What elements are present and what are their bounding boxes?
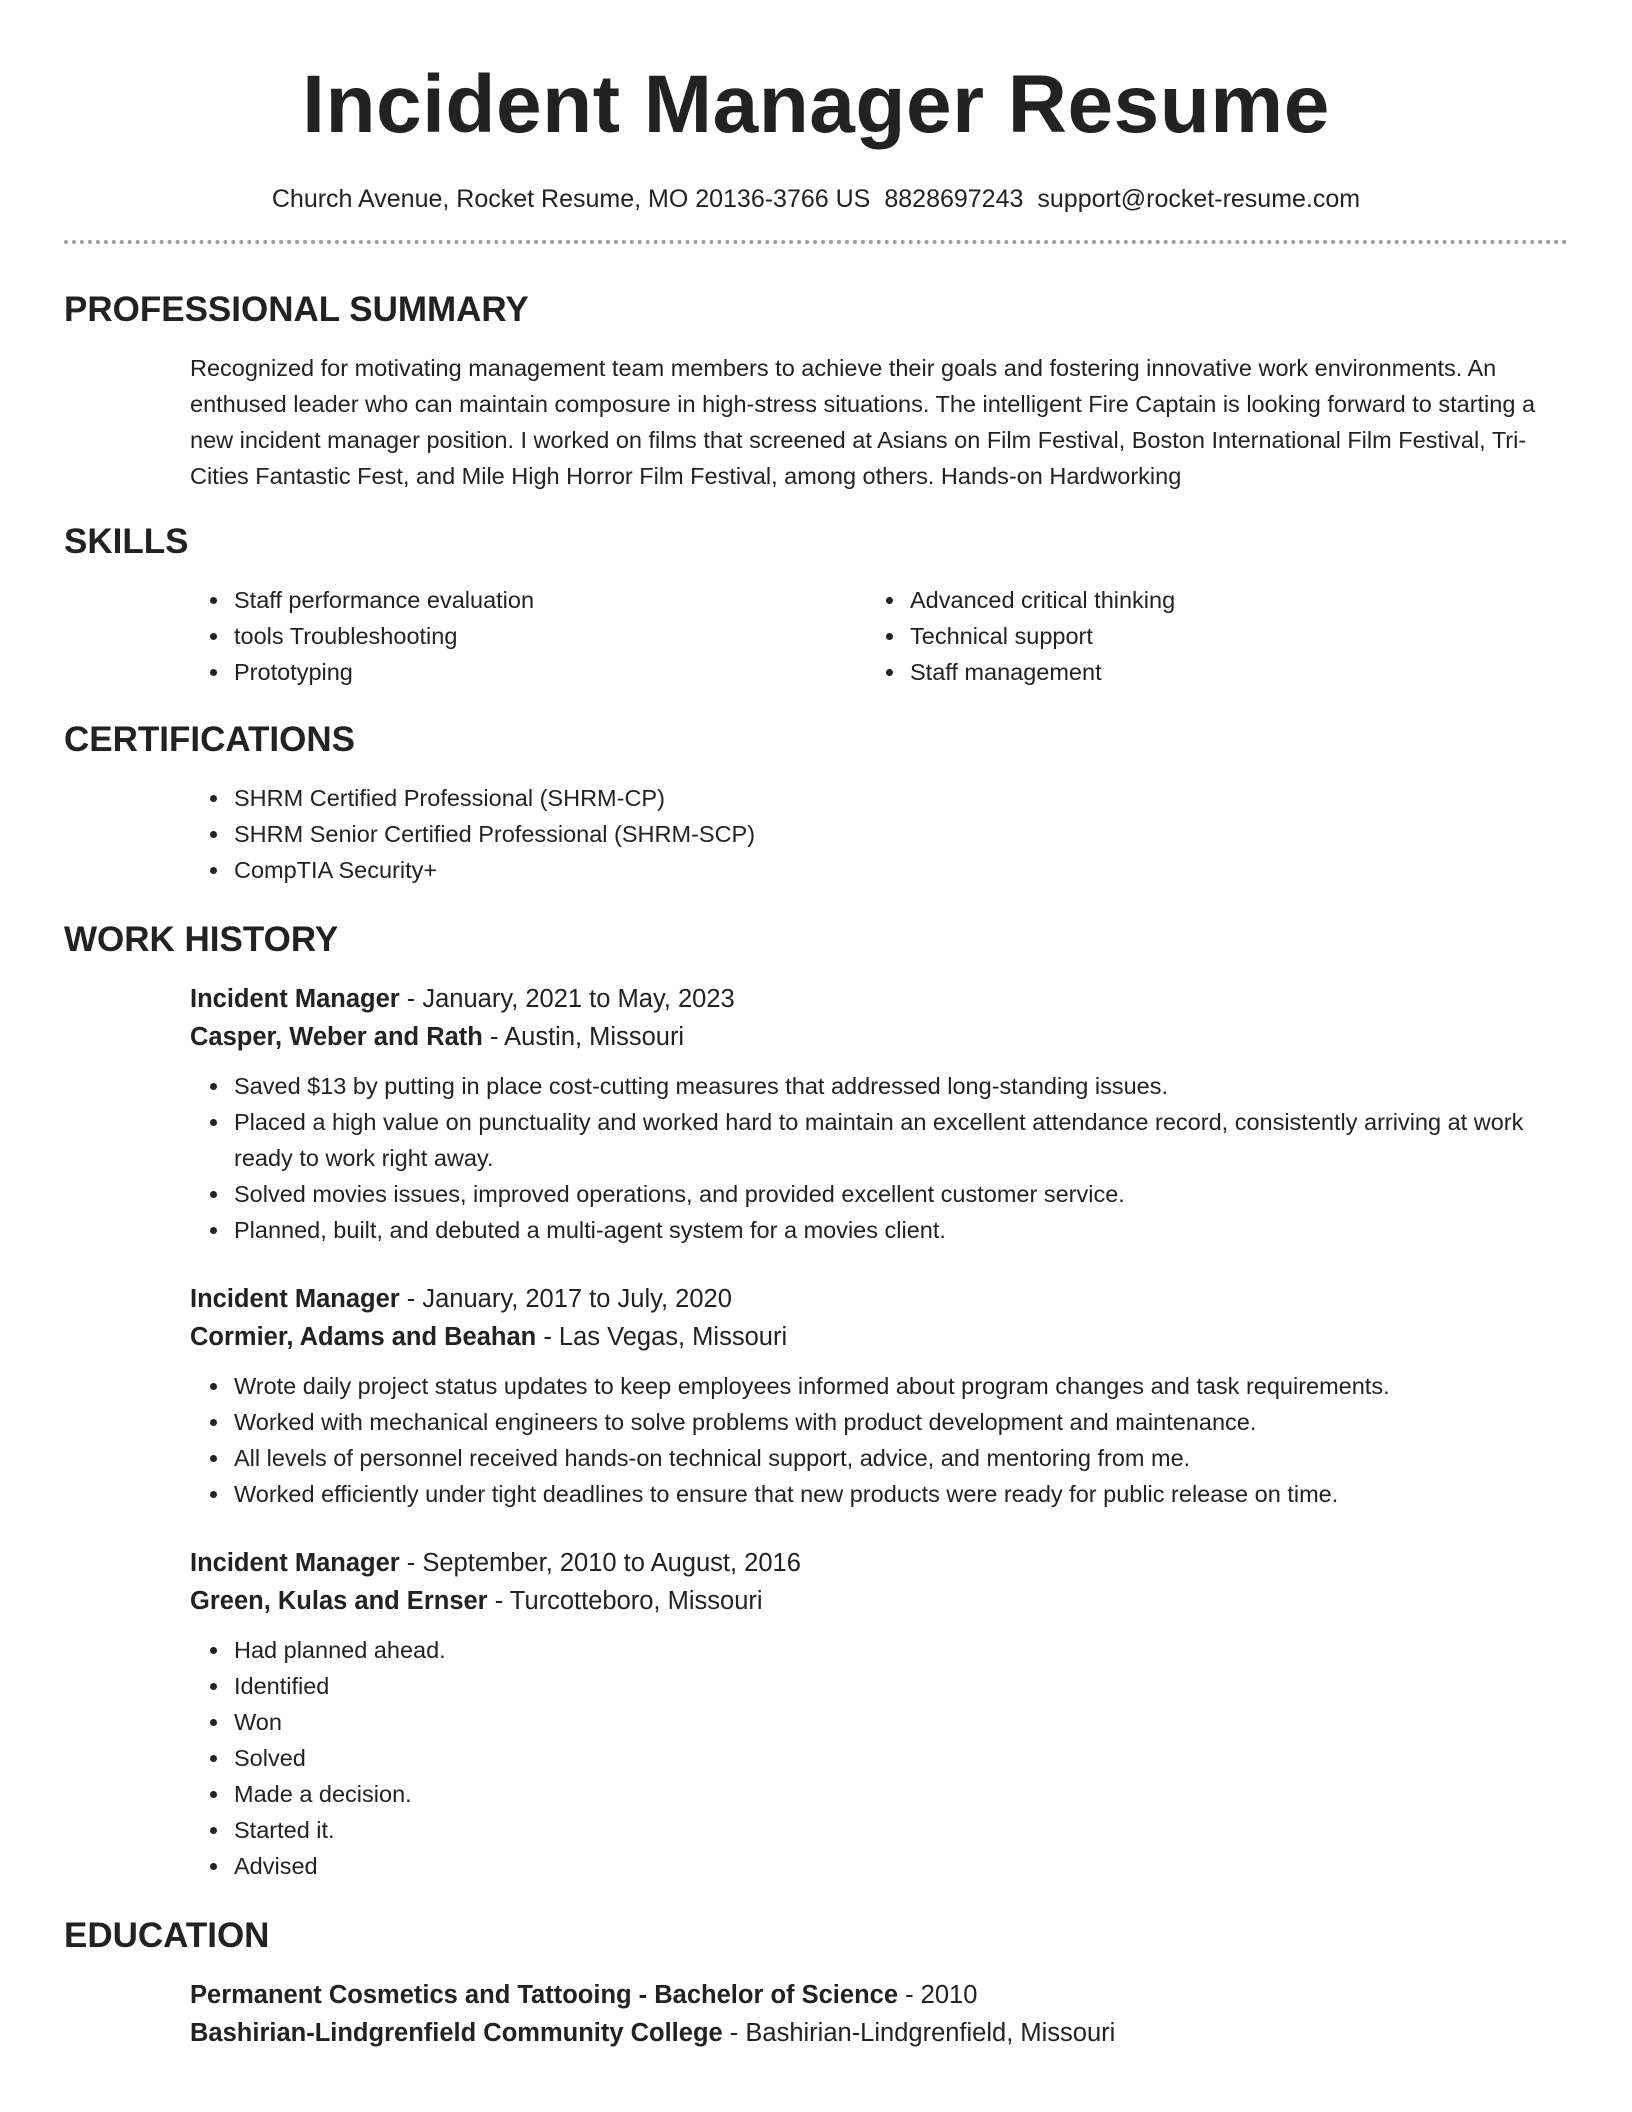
job-bullet: Saved $13 by putting in place cost-cutting measures that addressed long-standing issues. [234, 1068, 1542, 1104]
job-bullets [190, 1368, 1542, 1512]
skill-item: Technical support [910, 618, 1542, 654]
education-degree-line [190, 1976, 1542, 2014]
job-company-line [190, 1018, 1542, 1056]
job-location: - Turcotteboro, Missouri [487, 1587, 763, 1615]
job-company-line [190, 1318, 1542, 1356]
job-company: Green, Kulas and Ernser [190, 1587, 488, 1615]
job-bullet: Solved movies issues, improved operations, and provided excellent customer service. [234, 1176, 1542, 1212]
skill-item: Staff management [910, 654, 1542, 690]
job-company: Cormier, Adams and Beahan [190, 1323, 537, 1351]
contact-phone: 8828697243 [884, 185, 1024, 213]
job-bullet: Planned, built, and debuted a multi-agent system for a movies client. [234, 1212, 1542, 1248]
job-entry [64, 980, 1568, 1248]
resume-title: Incident Manager Resume [302, 59, 1330, 150]
job-company: Casper, Weber and Rath [190, 1023, 483, 1051]
job-bullet: Worked efficiently under tight deadlines to ensure that new products were ready for public release on time. [234, 1476, 1542, 1512]
certification-item: SHRM Certified Professional (SHRM-CP) [234, 780, 1542, 816]
skill-item: Prototyping [234, 654, 866, 690]
job-bullets [190, 1632, 1542, 1884]
job-bullet: Had planned ahead. [234, 1632, 1542, 1668]
job-role: Incident Manager [190, 1549, 400, 1577]
skill-item: tools Troubleshooting [234, 618, 866, 654]
job-bullet: Worked with mechanical engineers to solve problems with product development and maintenance. [234, 1404, 1542, 1440]
job-role: Incident Manager [190, 1285, 400, 1313]
education-section [64, 1914, 1568, 2052]
job-bullet: Made a decision. [234, 1776, 1542, 1812]
certification-item: CompTIA Security+ [234, 852, 1542, 888]
job-location: - Las Vegas, Missouri [536, 1323, 788, 1351]
education-heading: EDUCATION [64, 1916, 270, 1955]
skill-item: Advanced critical thinking [910, 582, 1542, 618]
job-bullet: All levels of personnel received hands-on technical support, advice, and mentoring from me. [234, 1440, 1542, 1476]
summary-heading: PROFESSIONAL SUMMARY [64, 290, 529, 329]
job-dates: - January, 2017 to July, 2020 [399, 1285, 732, 1313]
summary-text: Recognized for motivating management team members to achieve their goals and fostering innovative work environments. An enthused leader who can maintain composure in high-stress situations. The intelligent Fire Captain is looking forward to starting a new incident manager position. I worked on films that screened at Asians on Film Festival, Boston International Film Festival, Tri-Cities Fantastic Fest, and Mile High Horror Film Festival, among others. Hands-on Hardworking [190, 355, 1536, 489]
job-bullet: Wrote daily project status updates to keep employees informed about program changes and task requirements. [234, 1368, 1542, 1404]
skills-left-list [190, 582, 866, 690]
job-title-line [190, 1544, 1542, 1582]
job-entry [64, 1280, 1568, 1512]
certification-item: SHRM Senior Certified Professional (SHRM-SCP) [234, 816, 1542, 852]
job-location: - Austin, Missouri [482, 1023, 685, 1051]
job-dates: - September, 2010 to August, 2016 [399, 1549, 801, 1577]
skills-right-list [866, 582, 1542, 690]
certifications-list [190, 780, 1542, 888]
skills-section [64, 520, 1568, 690]
education-school-line [190, 2014, 1542, 2052]
education-school: Bashirian-Lindgrenfield Community College [190, 2019, 723, 2047]
education-location: - Bashirian-Lindgrenfield, Missouri [722, 2019, 1116, 2047]
job-bullet: Advised [234, 1848, 1542, 1884]
work-history-heading: WORK HISTORY [64, 920, 339, 959]
job-title-line [190, 1280, 1542, 1318]
job-dates: - January, 2021 to May, 2023 [399, 985, 735, 1013]
header-divider [64, 240, 1568, 244]
job-bullet: Solved [234, 1740, 1542, 1776]
job-title-line [190, 980, 1542, 1018]
education-year: - 2010 [898, 1981, 978, 2009]
skill-item: Staff performance evaluation [234, 582, 866, 618]
certifications-section [64, 718, 1568, 888]
contact-address: Church Avenue, Rocket Resume, MO 20136-3766 US [271, 185, 871, 213]
work-history-section [64, 918, 1568, 1884]
summary-section [64, 288, 1568, 494]
skills-heading: SKILLS [64, 522, 189, 561]
job-bullet: Started it. [234, 1812, 1542, 1848]
contact-email[interactable]: support@rocket-resume.com [1037, 185, 1361, 213]
job-bullet: Placed a high value on punctuality and worked hard to maintain an excellent attendance record, consistently arriving at work ready to work right away. [234, 1104, 1542, 1176]
job-role: Incident Manager [190, 985, 400, 1013]
education-degree: Permanent Cosmetics and Tattooing - Bachelor of Science [190, 1981, 899, 2009]
job-company-line [190, 1582, 1542, 1620]
job-bullet: Won [234, 1704, 1542, 1740]
job-bullet: Identified [234, 1668, 1542, 1704]
job-bullets [190, 1068, 1542, 1248]
job-entry [64, 1544, 1568, 1884]
certifications-heading: CERTIFICATIONS [64, 720, 356, 759]
contact-line [64, 182, 1568, 216]
